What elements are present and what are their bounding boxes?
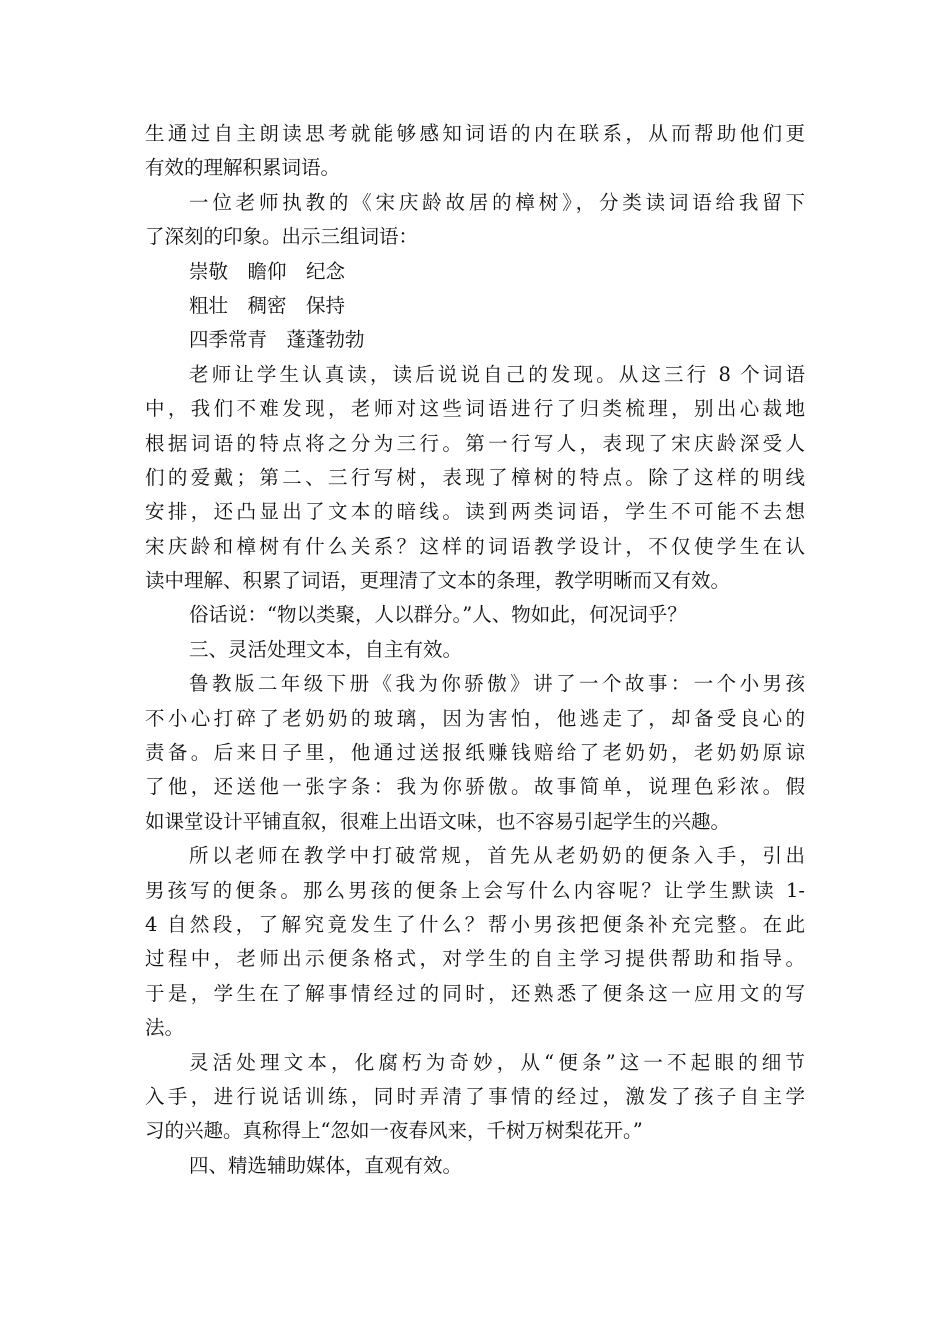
text-line: 生通过自主朗读思考就能够感知词语的内在联系，从而帮助他们更 xyxy=(145,122,805,145)
text-line: 了他，还送他一张字条：我为你骄傲。故事简单，说理色彩浓。假 xyxy=(145,775,805,799)
text-line: 一位老师执教的《宋庆龄故居的樟树》，分类读词语给我留下 xyxy=(189,190,805,214)
text-line: 灵活处理文本，化腐朽为奇妙，从“便条”这一不起眼的细节 xyxy=(189,1050,805,1074)
text-line: 中，我们不难发现，老师对这些词语进行了归类梳理，别出心裁地 xyxy=(145,397,805,421)
text-line: 宋庆龄和樟树有什么关系？这样的词语教学设计，不仅使学生在认 xyxy=(145,534,805,558)
text-line: 读中理解、积累了词语，更理清了文本的条理，教学明晰而又有效。 xyxy=(145,569,731,593)
text-line: 习的兴趣。真称得上“忽如一夜春风来，千树万树梨花开。” xyxy=(145,1119,643,1143)
text-line: 法。 xyxy=(145,1016,185,1040)
text-line: 崇敬 瞻仰 纪念 xyxy=(189,259,346,283)
text-line: 安排，还凸显出了文本的暗线。读到两类词语，学生不可能不去想 xyxy=(145,500,805,524)
text-line: 男孩写的便条。那么男孩的便条上会写什么内容呢？让学生默读 1- xyxy=(145,878,805,902)
text-line: 了深刻的印象。出示三组词语： xyxy=(145,225,419,249)
text-line: 4 自然段，了解究竟发生了什么？帮小男孩把便条补充完整。在此 xyxy=(145,912,805,936)
text-line: 根据词语的特点将之分为三行。第一行写人，表现了宋庆龄深受人 xyxy=(145,431,805,455)
text-line: 如课堂设计平铺直叙，很难上出语文味，也不容易引起学生的兴趣。 xyxy=(145,809,731,833)
text-line: 鲁教版二年级下册《我为你骄傲》讲了一个故事：一个小男孩 xyxy=(189,672,805,696)
text-line: 于是，学生在了解事情经过的同时，还熟悉了便条这一应用文的写 xyxy=(145,981,805,1005)
text-line: 四季常青 蓬蓬勃勃 xyxy=(189,328,365,352)
text-line: 所以老师在教学中打破常规，首先从老奶奶的便条入手，引出 xyxy=(189,844,805,868)
text-line: 入手，进行说话训练，同时弄清了事情的经过，激发了孩子自主学 xyxy=(145,1084,805,1108)
text-line: 粗壮 稠密 保持 xyxy=(189,293,346,317)
text-line: 过程中，老师出示便条格式，对学生的自主学习提供帮助和指导。 xyxy=(145,947,805,971)
text-line: 不小心打碎了老奶奶的玻璃，因为害怕，他逃走了，却备受良心的 xyxy=(145,706,805,730)
text-line: 三、灵活处理文本，自主有效。 xyxy=(189,637,463,661)
text-line: 们的爱戴；第二、三行写树，表现了樟树的特点。除了这样的明线 xyxy=(145,465,805,489)
text-line: 责备。后来日子里，他通过送报纸赚钱赔给了老奶奶，老奶奶原谅 xyxy=(145,741,805,765)
text-line: 老师让学生认真读，读后说说自己的发现。从这三行 8 个词语 xyxy=(189,362,805,386)
text-line: 俗话说：“物以类聚，人以群分。”人、物如此，何况词乎？ xyxy=(189,603,687,627)
text-line: 四、精选辅助媒体，直观有效。 xyxy=(189,1153,463,1177)
text-line: 有效的理解积累词语。 xyxy=(145,156,341,180)
document-body xyxy=(145,117,805,1183)
